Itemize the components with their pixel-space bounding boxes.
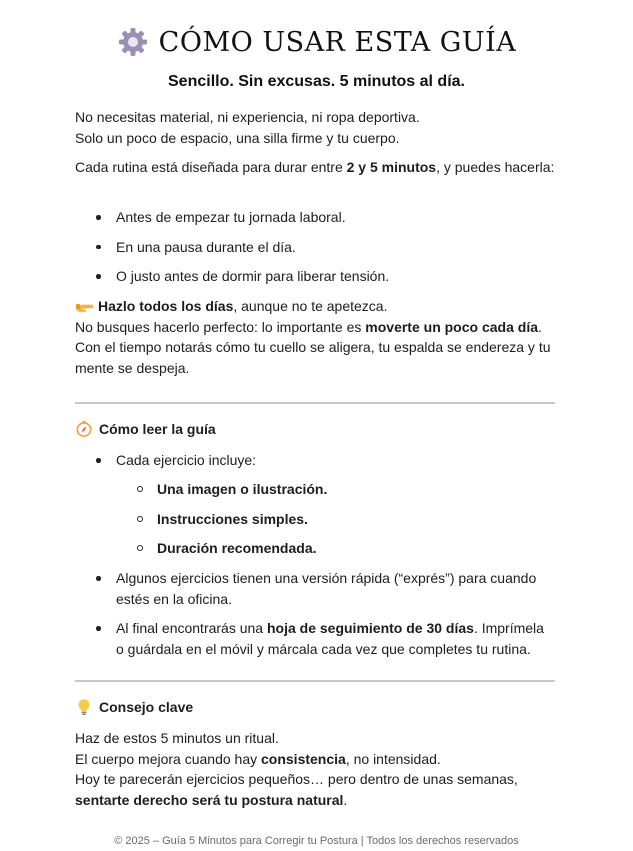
duration-bold: 2 y 5 minutos [346,159,437,175]
title-text: CÓMO USAR ESTA GUÍA [158,26,517,58]
subtitle: Sencillo. Sin excusas. 5 minutos al día. [168,73,465,90]
read-list [75,450,555,480]
duration-text-end: , y puedes hacerla: [436,159,555,175]
page-title [0,22,633,62]
tip-text-final: . [343,791,348,808]
intro-line-1: No necesitas material, ni experiencia, ni ropa deportiva. [75,109,420,125]
moments-list [75,207,555,287]
perfect-text-end: . [538,318,542,335]
sublist-item: Una imagen o ilustración. [75,479,555,500]
benefits-text: Con el tiempo notarás cómo tu cuello se aligera, tu espalda se endereza y tu mente se despeja. [75,339,551,376]
sublist-item: Instrucciones simples. [75,509,555,530]
read-section-heading [75,420,216,438]
sublist-item: Duración recomendada. [75,538,555,559]
tip-line-4 [75,790,555,811]
daily-paragraph [75,296,555,378]
tip-bold-final: sentarte derecho será tu postura natural [75,791,344,808]
list-item: Cada ejercicio incluye: [75,450,555,471]
perfect-line [75,317,555,338]
compass-icon [75,420,93,438]
divider [75,680,555,682]
read-heading-text: Cómo leer la guía [99,421,216,437]
list-item: En una pausa durante el día. [75,237,555,258]
perfect-bold: moverte un poco cada día [365,318,538,335]
duration-paragraph [75,157,555,178]
divider [75,402,555,404]
list-item: O justo antes de dormir para liberar tensión. [75,266,555,287]
tracking-text-end: . Imprímela o guárdala en el móvil y márcala cada vez que completes tu rutina. [116,620,544,657]
daily-text: , aunque no te apetezca. [233,298,388,314]
read-list-continued [75,568,555,659]
perfect-text: No busques hacerlo perfecto: lo importante es [75,318,366,335]
intro-paragraph [75,107,555,148]
tip-line-2 [75,749,555,770]
list-item [75,618,555,659]
tracking-bold: hoja de seguimiento de 30 días [266,620,474,636]
tip-text: El cuerpo mejora cuando hay [75,750,261,767]
tip-heading-text: Consejo clave [99,699,194,715]
tip-paragraph [75,728,555,810]
includes-sublist [75,479,555,559]
daily-line [75,296,555,317]
tip-section-heading [75,698,193,716]
footer-copyright: © 2025 – Guía 5 Minutos para Corregir tu Postura | Todos los derechos reservados [114,835,519,847]
gear-icon [117,26,149,58]
list-item: Algunos ejercicios tienen una versión rápida (“exprés”) para cuando estés en la oficina. [75,568,555,609]
pointing-hand-icon [75,297,93,315]
tip-line-1: Haz de estos 5 minutos un ritual. [75,730,279,746]
tip-line-3: Hoy te parecerán ejercicios pequeños… pero dentro de unas semanas, [75,771,518,787]
tip-text-end: , no intensidad. [345,750,441,767]
tracking-text: Al final encontrarás una [116,620,267,636]
list-item: Antes de empezar tu jornada laboral. [75,207,555,228]
duration-text: Cada rutina está diseñada para durar entre [75,159,347,175]
tip-bold: consistencia [261,750,346,767]
daily-bold: Hazlo todos los días [98,298,234,314]
lightbulb-icon [75,698,93,716]
intro-line-2: Solo un poco de espacio, una silla firme y tu cuerpo. [75,129,400,146]
